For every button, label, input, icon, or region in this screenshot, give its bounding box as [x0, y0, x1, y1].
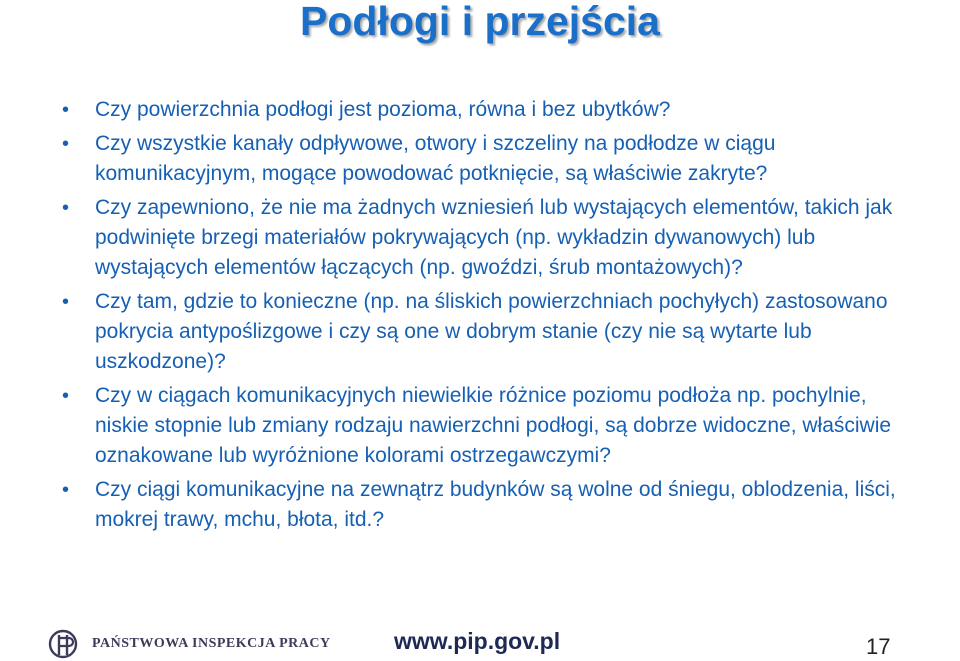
bullet-text: Czy powierzchnia podłogi jest pozioma, równa i bez ubytków? [95, 98, 671, 121]
pip-logo-icon [48, 629, 86, 659]
bullet-dot-icon: • [62, 133, 70, 155]
bullet-text: Czy ciągi komunikacyjne na zewnątrz budynków są wolne od śniegu, oblodzenia, liści, mokrej trawy, mchu, błota, itd.? [95, 478, 896, 531]
bullet-dot-icon: • [62, 197, 70, 219]
slide-title: Podłogi i przejścia [300, 0, 660, 44]
bullet-dot-icon: • [62, 291, 70, 313]
bullet-item [0, 381, 960, 471]
bullet-dot-icon: • [62, 99, 70, 121]
bullet-item [0, 287, 960, 377]
bullet-text: Czy tam, gdzie to konieczne (np. na śliskich powierzchniach pochyłych) zastosowano pokrycia antypoślizgowe i czy są one w dobrym stanie (czy nie są wytarte lub uszkodzone)? [95, 290, 888, 373]
bullet-text: Czy wszystkie kanały odpływowe, otwory i szczeliny na podłodze w ciągu komunikacyjnym, mogące powodować potknięcie, są właściwie zakryte? [95, 132, 776, 185]
footer-url[interactable]: www.pip.gov.pl [394, 628, 561, 654]
bullet-dot-icon: • [62, 479, 70, 501]
bullet-item [0, 95, 960, 125]
bullet-dot-icon: • [62, 385, 70, 407]
bullet-item [0, 129, 960, 189]
bullet-text: Czy zapewniono, że nie ma żadnych wzniesień lub wystających elementów, takich jak podwinięte brzegi materiałów pokrywających (np. wykładzin dywanowych) lub wystających elementów łączących (np. gwoździ, śrub montażowych)? [95, 196, 893, 279]
bullet-text: Czy w ciągach komunikacyjnych niewielkie różnice poziomu podłoża np. pochylnie, niskie stopnie lub zmiany rodzaju nawierzchni podłogi, są dobrze widoczne, właściwie oznakowane lub wyróżnione kolorami ostrzegawczymi? [95, 384, 892, 467]
page-number: 17 [866, 634, 891, 659]
bullet-item [0, 475, 960, 535]
bullet-list [0, 95, 960, 539]
bullet-item [0, 193, 960, 283]
footer-organization: PAŃSTWOWA INSPEKCJA PRACY [92, 636, 331, 651]
